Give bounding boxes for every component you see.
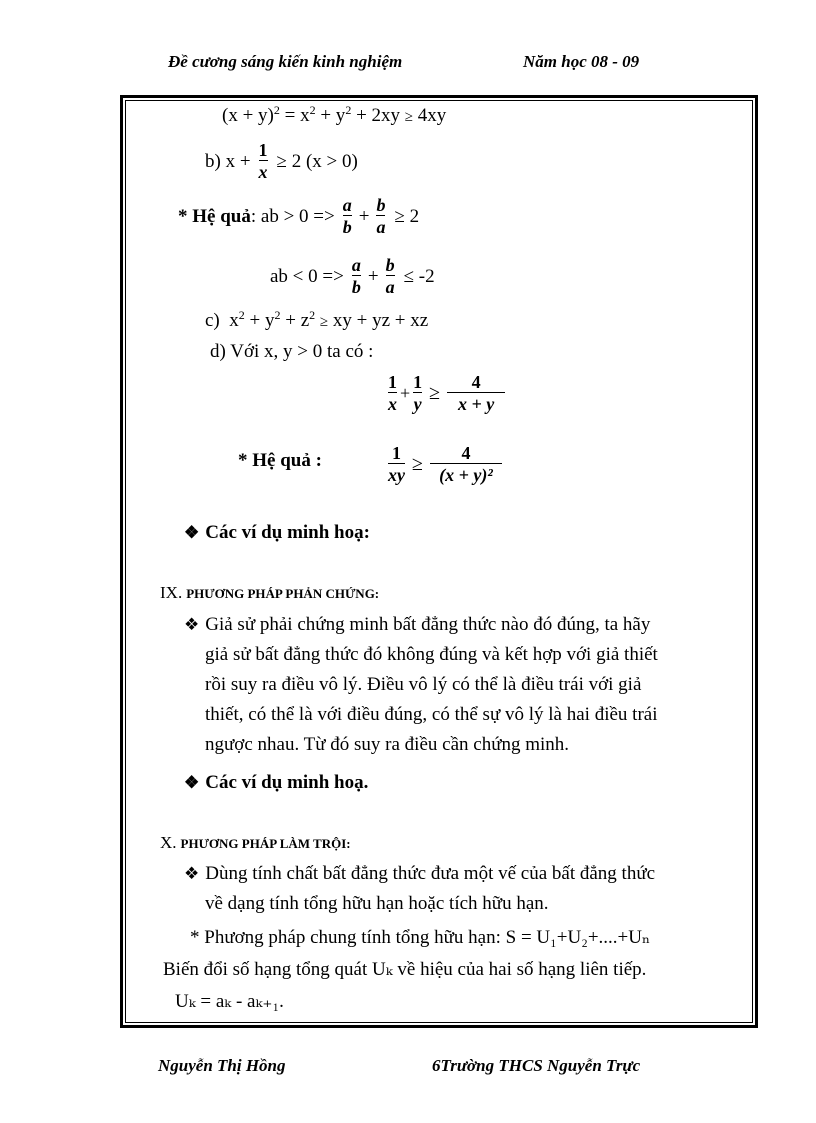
fraction-denominator: x [258,162,268,182]
examples-text-2: Các ví dụ minh hoạ. [205,772,369,793]
corollary-condition: : ab > 0 => [250,205,335,227]
fraction-b-over-a-2: $\frac{b}{a}$ [385,255,395,297]
inequality-line-c: c) $x^2 + y^2 + z^2$ ≥ xy + yz + xz [205,308,429,331]
section-9-paragraph: ❖ Giả sử phải chứng minh bất đẳng thức nào đó đúng, ta hãy giả sử bất đẳng thức đó không đúng và kết hợp với giả thiết rồi suy ra điều vô lý. Điều vô lý có thể là điều trái với giả thiết, có thể là với điều đúng, có thể sự vô lý là hai điều trái ngược nhau. Từ đó suy ra điều cần chứng minh. [184,614,658,755]
section-9-heading [160,583,379,603]
fraction-b-over-a: $\frac{b}{a}$ [376,195,386,237]
corollary-1: * Hệ quả : ab > 0 => $\frac{a}{b}$ + $\frac{b}{a}$ ≥ 2 [178,195,420,237]
section-10-paragraph: ❖ Dùng tính chất bất đẳng thức đưa một vế của bất đẳng thức về dạng tính tổng hữu hạn hoặc tích hữu hạn. [184,863,656,914]
section-9-number: IX. [160,583,183,602]
diamond-bullet-icon: ❖ [184,523,200,542]
diamond-bullet-icon: ❖ [184,615,200,634]
examples-text-1: Các ví dụ minh hoạ: [205,522,370,543]
corollary-result: ≥ 2 [394,205,420,227]
corollary-label: * Hệ quả [178,205,251,227]
fraction-one-over-y: $\frac{1}{y}$ [413,372,423,414]
header-title: Đề cương sáng kiến kinh nghiệm [168,52,403,71]
section-10-number: X. [160,833,177,852]
examples-heading-1 [184,522,370,544]
diamond-bullet-icon: ❖ [184,864,200,883]
formula-corollary-3: $\frac{1}{xy}$ ≥ $\frac{4}{\text{(x + y)²}}$ [385,443,505,486]
section-10-title: PHƯƠNG PHÁP LÀM TRỘI: [180,836,351,851]
section-9-title: PHƯƠNG PHÁP PHẢN CHỨNG: [186,586,380,601]
fraction-one-over-xy: $\frac{1}{xy}$ [388,443,405,485]
b-label: b) x + [205,150,251,172]
footer-author: Nguyễn Thị Hồng [158,1056,286,1075]
page-number: 6 [432,1056,441,1075]
fraction-four-over-sum: $\frac{4}{x + y}$ [447,372,505,415]
inequality-line-a: $(x + y)^2 = x^2 + y^2 + 2xy \ge 4xy$ [222,103,447,126]
corollary-2: ab < 0 => $\frac{a}{b}$ + $\frac{b}{a}$ ≤ -2 [270,255,435,297]
header-year: Năm học 08 - 09 [523,52,640,71]
corollary-result-2: ≤ -2 [403,265,435,287]
inequality-line-b [205,140,358,183]
corollary-condition-2: ab < 0 => [270,265,344,287]
formula-d: $\frac{1}{x}$ + $\frac{1}{y}$ ≥ $\frac{4}{x + y}$ [385,372,508,415]
fraction-a-over-b-2: $\frac{a}{b}$ [351,255,361,297]
footer-school: Trường THCS Nguyễn Trực [440,1056,641,1075]
fraction-four-over-square: $\frac{4}{\text{(x + y)²}}$ [430,443,502,486]
uk-line: Uₖ = aₖ - aₖ₊₁. [175,991,284,1012]
section-10-heading [160,833,351,853]
inequality-line-d: d) Với x, y > 0 ta có : [210,341,374,362]
corollary-3-label: * Hệ quả : [238,450,322,471]
fraction-numerator: 1 [258,140,268,160]
fraction-a-over-b: $\frac{a}{b}$ [342,195,352,237]
footer-page-school [432,1056,640,1076]
transform-line: Biến đổi số hạng tổng quát Uₖ về hiệu của hai số hạng liên tiếp. [163,959,647,980]
diamond-bullet-icon: ❖ [184,773,200,792]
fraction-one-over-x [259,140,268,183]
method-line: * Phương pháp chung tính tổng hữu hạn: S = U₁+U₂+....+Uₙ [190,927,651,948]
b-rest: ≥ 2 (x > 0) [276,150,358,172]
examples-heading-2 [184,772,368,794]
fraction-one-over-x-d: $\frac{1}{x}$ [388,372,397,414]
